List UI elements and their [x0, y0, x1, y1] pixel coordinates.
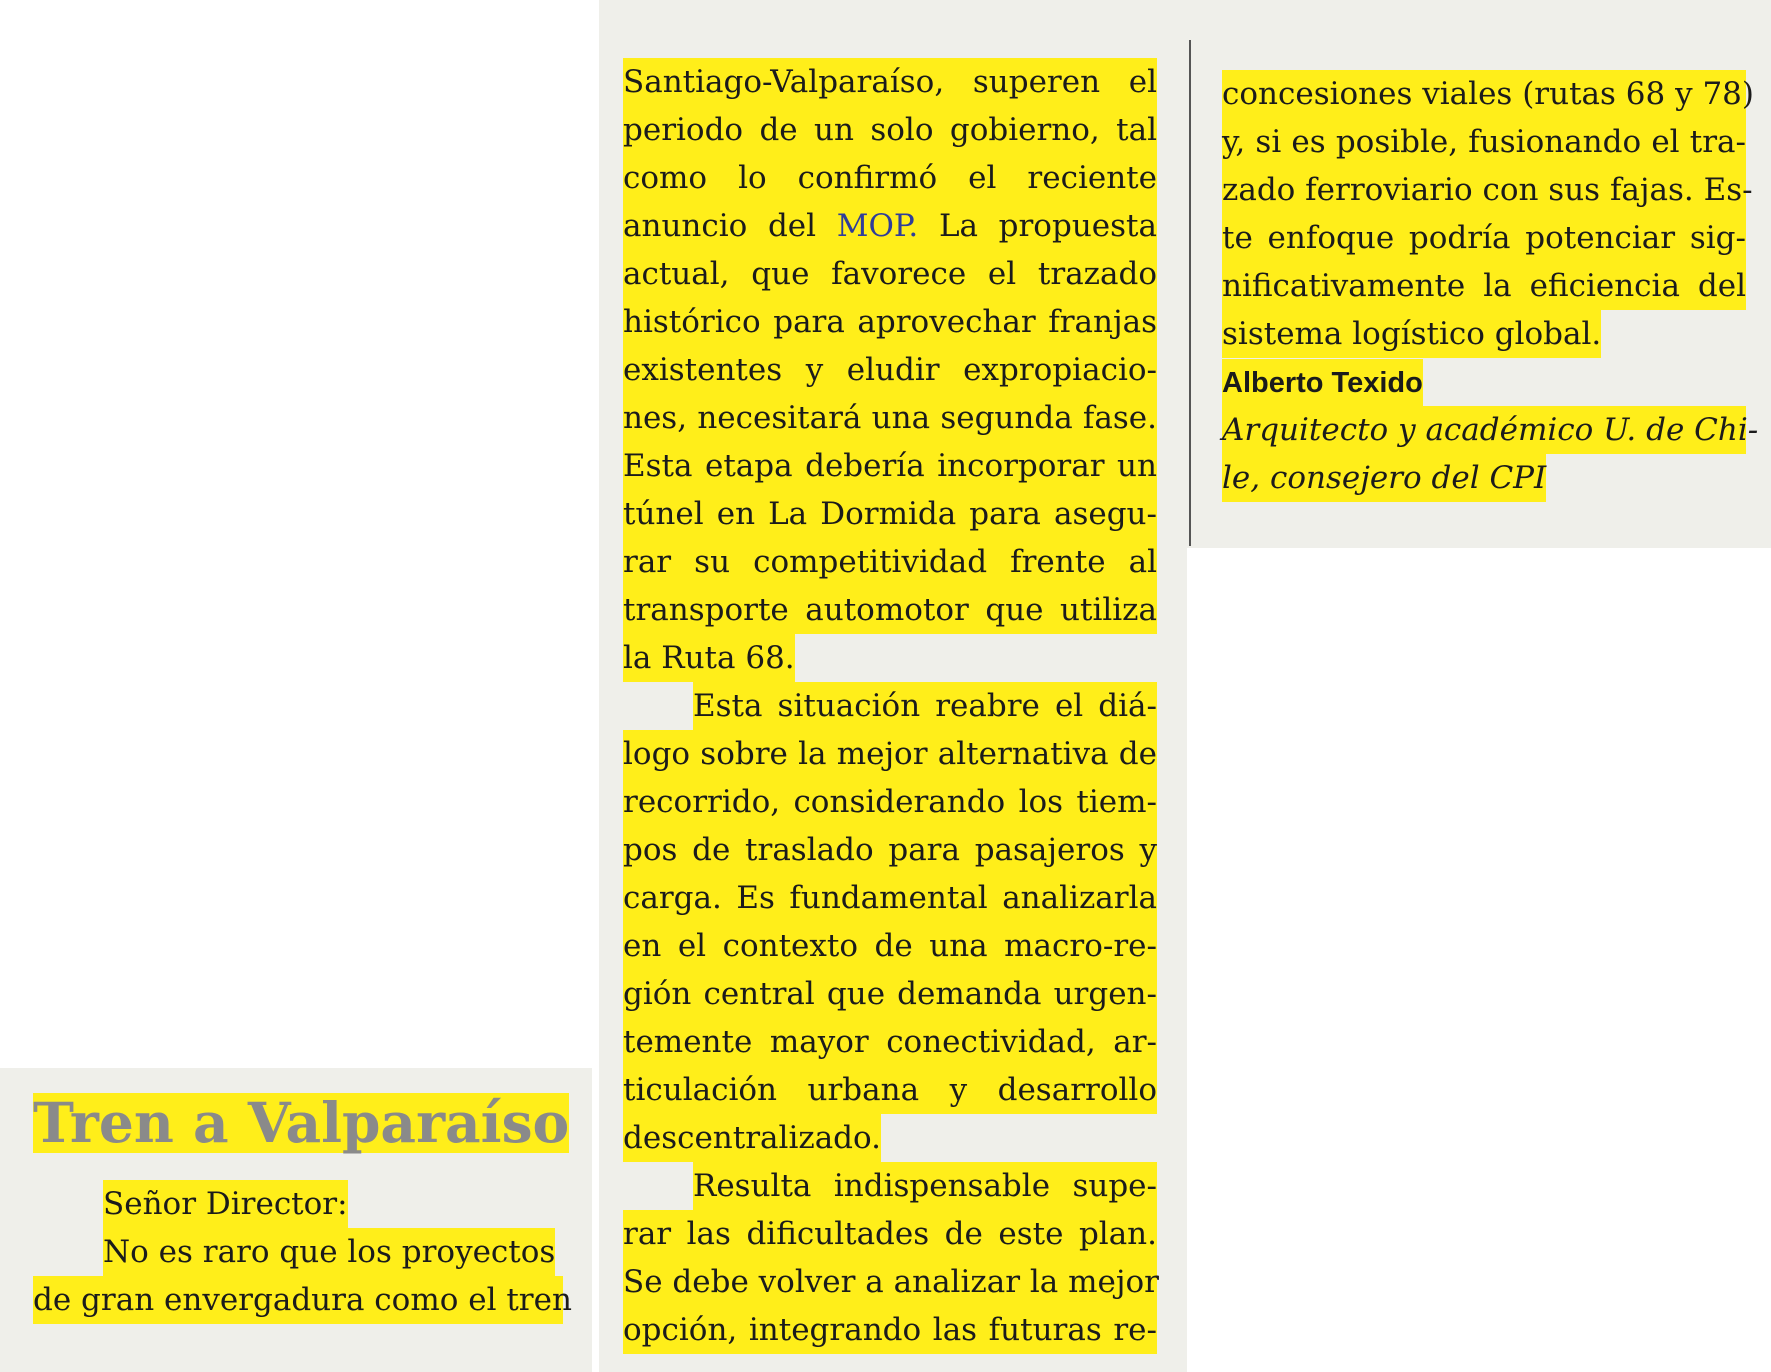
text-line: y, si es posible, fusionando el tra-	[1222, 118, 1746, 166]
text-line: Resulta indispensable supe-	[623, 1162, 1157, 1210]
text-line: descentralizado.	[623, 1114, 1157, 1162]
text-line: nificativamente la eficiencia del	[1222, 262, 1746, 310]
text-line: rar las dificultades de este plan.	[623, 1210, 1157, 1258]
column-divider	[1189, 40, 1191, 546]
text-line: zado ferroviario con sus fajas. Es-	[1222, 166, 1746, 214]
text-line: Se debe volver a analizar la mejor	[623, 1258, 1157, 1306]
mop-acronym: MOP.	[836, 208, 919, 244]
text-line: Santiago-Valparaíso, superen el	[623, 58, 1157, 106]
text-line: concesiones viales (rutas 68 y 78)	[1222, 70, 1746, 118]
text-line: túnel en La Dormida para asegu-	[623, 490, 1157, 538]
text-line: recorrido, considerando los tiem-	[623, 778, 1157, 826]
text-line: actual, que favorece el trazado	[623, 250, 1157, 298]
text-line: anuncio del MOP. La propuesta	[623, 202, 1157, 250]
text-line: te enfoque podría potenciar sig-	[1222, 214, 1746, 262]
column-right	[1222, 70, 1759, 502]
letter-heading: Tren a Valparaíso	[33, 1090, 570, 1155]
affiliation-line: Arquitecto y académico U. de Chi-	[1222, 406, 1746, 454]
affiliation-line: le, consejero del CPI	[1222, 454, 1746, 502]
text-line: ticulación urbana y desarrollo	[623, 1066, 1157, 1114]
column-middle	[623, 58, 1157, 1354]
text-line: la Ruta 68.	[623, 634, 1157, 682]
text-line: en el contexto de una macro-re-	[623, 922, 1157, 970]
text-line: pos de traslado para pasajeros y	[623, 826, 1157, 874]
salutation-line	[33, 1180, 563, 1228]
text-line: Esta etapa debería incorporar un	[623, 442, 1157, 490]
column-left	[33, 1180, 572, 1324]
text-line: periodo de un solo gobierno, tal	[623, 106, 1157, 154]
author-line	[1222, 358, 1746, 406]
text-line: rar su competitividad frente al	[623, 538, 1157, 586]
salutation: Señor Director:	[103, 1180, 348, 1228]
text-line: logo sobre la mejor alternativa de	[623, 730, 1157, 778]
text-line: como lo confirmó el reciente	[623, 154, 1157, 202]
text-line: sistema logístico global.	[1222, 310, 1746, 358]
text-line: nes, necesitará una segunda fase.	[623, 394, 1157, 442]
author-name: Alberto Texido	[1222, 359, 1423, 407]
text-line: carga. Es fundamental analizarla	[623, 874, 1157, 922]
text-line: de gran envergadura como el tren	[33, 1276, 563, 1324]
text-line: histórico para aprovechar franjas	[623, 298, 1157, 346]
text-line: temente mayor conectividad, ar-	[623, 1018, 1157, 1066]
text-line: No es raro que los proyectos	[33, 1228, 563, 1276]
text-line: opción, integrando las futuras re-	[623, 1306, 1157, 1354]
text-line: existentes y eludir expropiacio-	[623, 346, 1157, 394]
text-line: transporte automotor que utiliza	[623, 586, 1157, 634]
text-line: gión central que demanda urgen-	[623, 970, 1157, 1018]
text-line: Esta situación reabre el diá-	[623, 682, 1157, 730]
